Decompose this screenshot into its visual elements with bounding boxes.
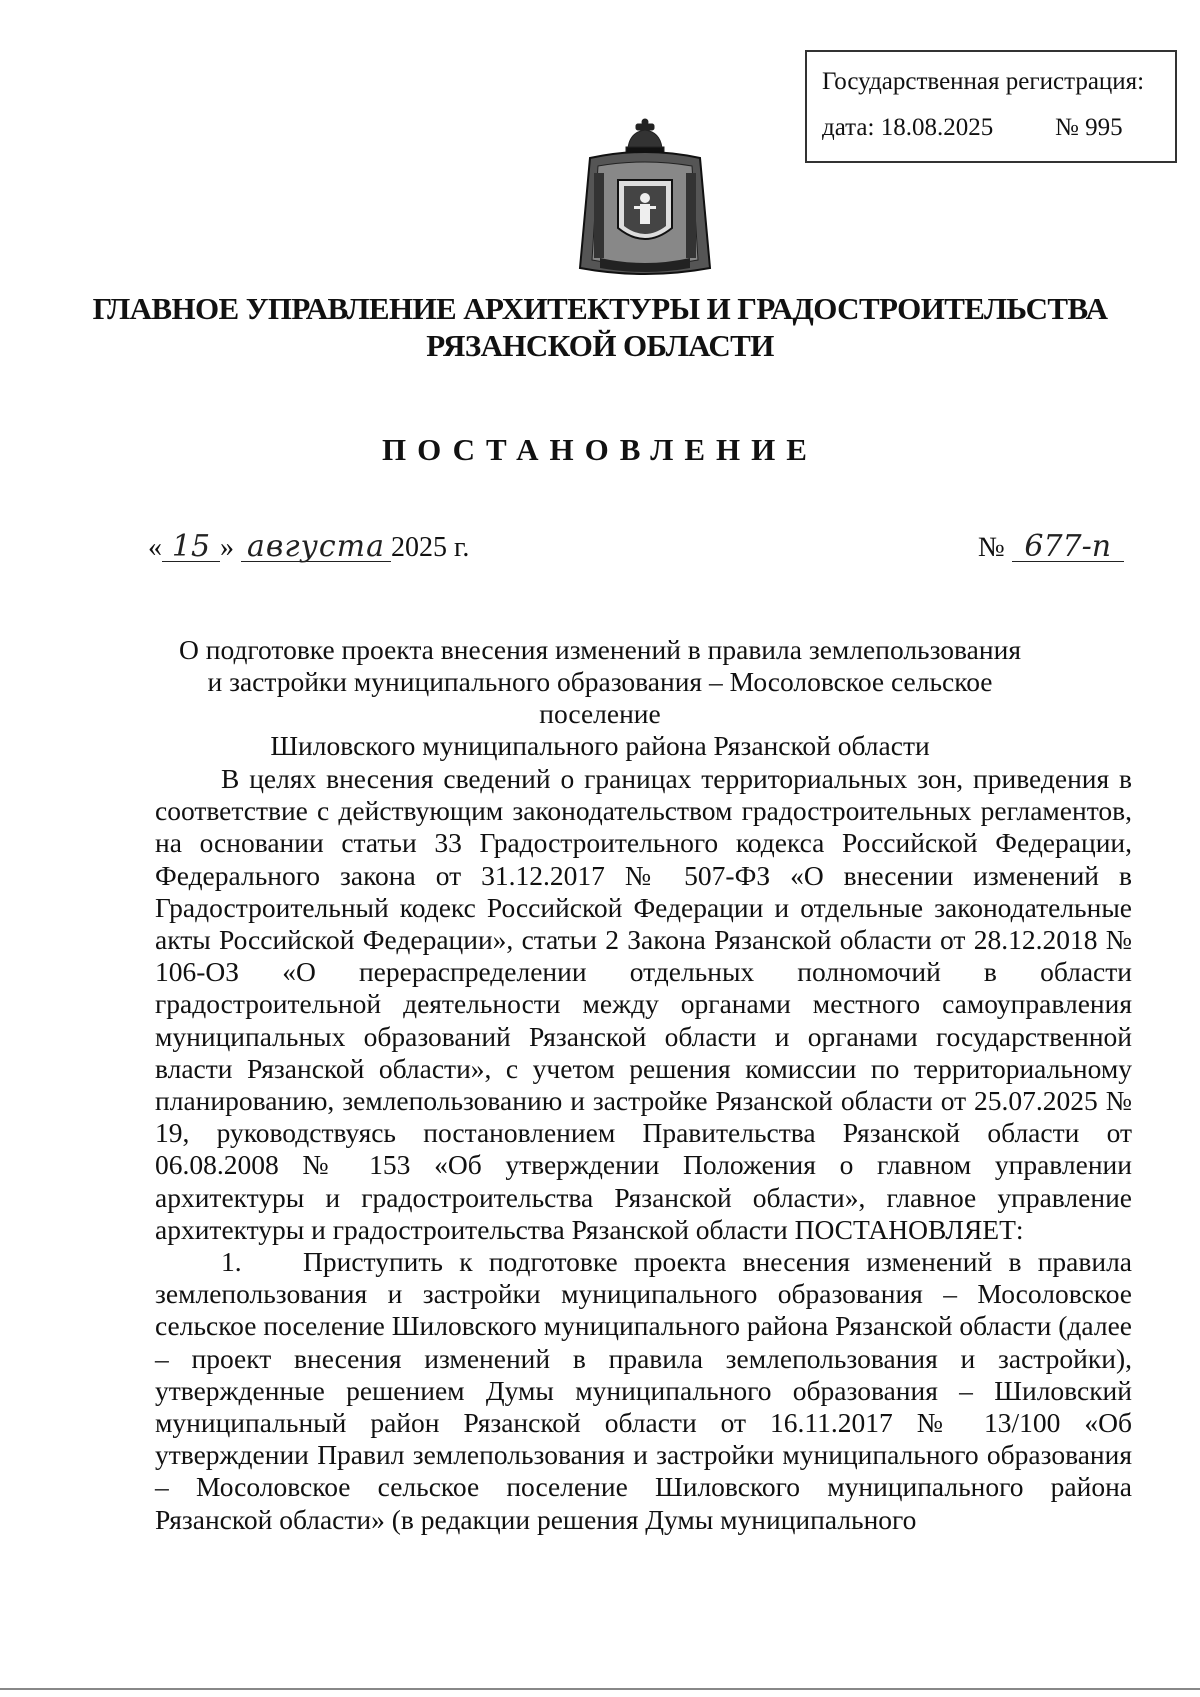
- preamble-paragraph: В целях внесения сведений о границах территориальных зон, приведения в соответствие с действующим законодательством градостроительных регламентов, на основании статьи 33 Градостроительного кодекса Российской Федерации, Федерального закона от 31.12.2017 № 507-ФЗ «О внесении изменений в Градостроительный кодекс Российской Федерации и отдельные законодательные акты Российской Федерации», статьи 2 Закона Рязанской области от 28.12.2018 № 106-ОЗ «О перераспределении отдельных полномочий в области градостроительной деятельности между органами местного самоуправления муниципальных образований Рязанской области и органами государственной власти Рязанской области», с учетом решения комиссии по территориальному планированию, землепользованию и застройке Рязанской области от 25.07.2025 № 19, руководствуясь постановлением Правительства Рязанской области от 06.08.2008 № 153 «Об утверждении Положения о главном управлении архитектуры и градостроительства Рязанской области», главное управление архитектуры и градостроительства Рязанской области ПОСТАНОВЛЯЕТ:: [155, 763, 1132, 1245]
- date-year: 2025 г.: [391, 532, 470, 563]
- coat-of-arms-icon: [570, 118, 720, 278]
- subject-line3: Шиловского муниципального района Рязанской области: [270, 730, 930, 761]
- handwritten-number: 677-п: [1012, 533, 1124, 562]
- subject-line2: и застройки муниципального образования – Мосоловское сельское поселение: [207, 666, 993, 729]
- handwritten-month: августа: [241, 533, 391, 562]
- page-edge-divider: [0, 1688, 1200, 1690]
- item-1-number: 1.: [221, 1246, 242, 1278]
- organization-title-line1: ГЛАВНОЕ УПРАВЛЕНИЕ АРХИТЕКТУРЫ И ГРАДОСТРОИТЕЛЬСТВА: [92, 291, 1108, 326]
- item-1-paragraph: [155, 1246, 1132, 1536]
- registration-date: дата: 18.08.2025: [822, 114, 994, 141]
- date-close-quote: »: [220, 532, 234, 563]
- subject-line1: О подготовке проекта внесения изменений в правила землепользования: [179, 634, 1021, 665]
- registration-number: № 995: [1055, 114, 1123, 141]
- number-label: №: [978, 532, 1005, 563]
- organization-title-line2: РЯЗАНСКОЙ ОБЛАСТИ: [426, 328, 774, 363]
- document-number: [978, 529, 1124, 564]
- item-1-text: Приступить к подготовке проекта внесения изменений в правила землепользования и застройки муниципального образования – Мосоловское сельское поселение Шиловского муниципального района Рязанской области (далее – проект внесения изменений в правила землепользования и застройки), утвержденные решением Думы муниципального образования – Шиловский муниципальный район Рязанской области от 16.11.2017 № 13/100 «Об утверждении Правил землепользования и застройки муниципального образования – Мосоловское сельское поселение Шиловского муниципального района Рязанской области» (в редакции решения Думы муниципального: [155, 1246, 1132, 1535]
- document-subject: [150, 634, 1050, 762]
- handwritten-day: 15: [162, 533, 220, 562]
- document-date: [148, 529, 470, 564]
- registration-title: Государственная регистрация:: [822, 68, 1145, 95]
- document-body: [155, 763, 1132, 1536]
- date-open-quote: «: [148, 532, 162, 563]
- document-type: ПОСТАНОВЛЕНИЕ: [382, 432, 818, 467]
- organization-title: [60, 290, 1140, 364]
- registration-stamp: [805, 50, 1177, 163]
